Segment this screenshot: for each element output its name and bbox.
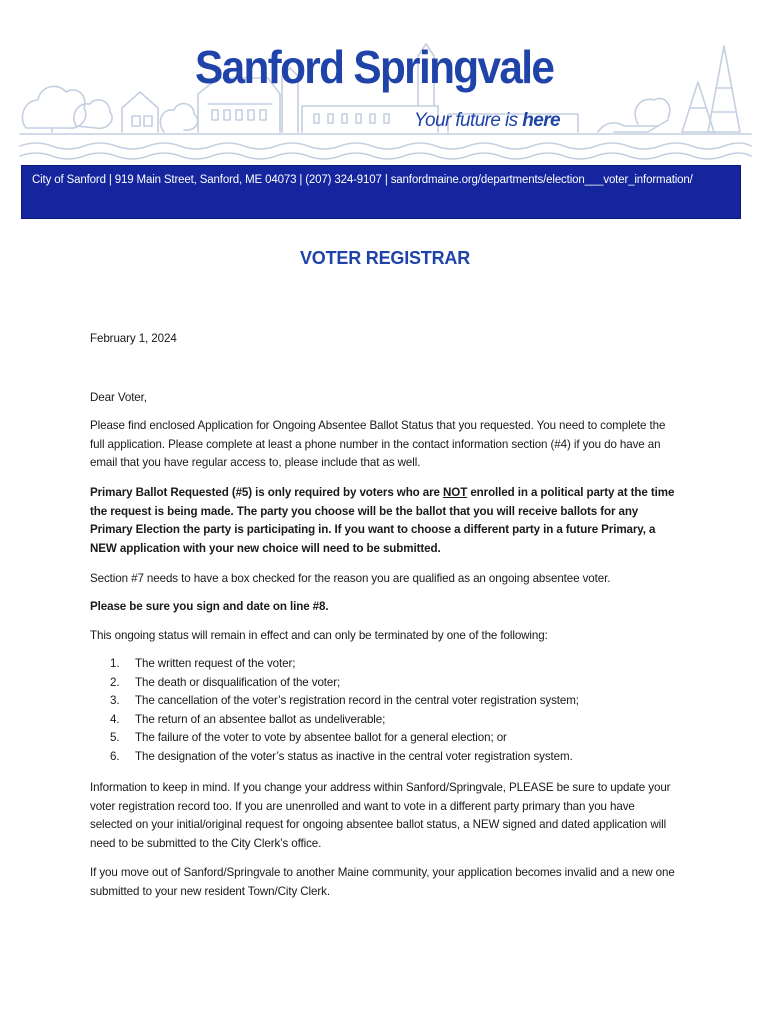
document-title: VOTER REGISTRAR (299, 248, 470, 268)
termination-list (110, 655, 680, 766)
paragraph-application-instructions (90, 417, 680, 473)
tagline-emphasis: here (522, 110, 560, 131)
list-item (110, 729, 680, 748)
letterhead (0, 0, 770, 165)
list-item-number: 2. (110, 675, 120, 689)
list-item (110, 748, 680, 767)
paragraph-7-text: If you move out of Sanford/Springvale to another Maine community, your application becomes invalid and a new one submitted to your new resident Town/City Clerk. (90, 866, 675, 898)
paragraph-3-text: Section #7 needs to have a box checked for the reason you are qualified as an ongoing absentee voter. (90, 572, 611, 585)
paragraph-2-text (90, 484, 680, 558)
list-item-number: 4. (110, 712, 120, 726)
paragraph-5-text: This ongoing status will remain in effect and can only be terminated by one of the following: (90, 629, 548, 642)
list-item (110, 655, 680, 674)
list-item (110, 692, 680, 711)
paragraph-2-part2: enrolled in a political party at the time the request is being made. The party you choose will be the ballot that you will receive ballots for any Primary Election the party is participating in. If you want to choose a different party in a future Primary, a NEW application with your new choice will need to be submitted. (90, 486, 675, 555)
list-item-number: 1. (110, 657, 120, 670)
paragraph-2-part1: Primary Ballot Requested (#5) is only required by voters who are (90, 486, 444, 499)
greeting: Dear Voter, (90, 391, 147, 404)
tagline (414, 110, 560, 132)
contact-banner (21, 165, 741, 219)
list-item (110, 711, 680, 730)
list-item-number: 5. (110, 731, 120, 744)
paragraph-primary-ballot (90, 484, 680, 558)
paragraph-1-text: Please find enclosed Application for Ongoing Absentee Ballot Status that you requested. You need to complete the full application. Please complete at least a phone number in the contact information section (#4) if you do have an email that you have regular access to, please include that as well. (90, 419, 666, 469)
list-item-text: The failure of the voter to vote by absentee ballot for a general election; or (135, 731, 507, 744)
list-item-text: The cancellation of the voter’s registration record in the central voter registration system; (135, 694, 579, 707)
list-item-text: The designation of the voter’s status as inactive in the central voter registration system. (135, 749, 573, 763)
contact-line: City of Sanford | 919 Main Street, Sanford, ME 04073 | (207) 324-9107 | sanfordmaine.org/departments/election___voter_information/ (32, 174, 693, 186)
paragraph-termination-intro (90, 627, 680, 646)
list-item-text: The written request of the voter; (135, 657, 296, 670)
list-item-text: The death or disqualification of the voter; (135, 675, 341, 689)
paragraph-sign-date (90, 598, 680, 617)
letter-date: February 1, 2024 (90, 332, 177, 345)
paragraph-6-text: Information to keep in mind. If you change your address within Sanford/Springvale, PLEASE be sure to update your voter registration record too. If you are unenrolled and want to vote in a different party primary than you have selected on your initial/original request for ongoing absentee ballot status, a NEW signed and dated application will need to be submitted to the City Clerk’s office. (90, 781, 671, 850)
paragraph-4-text: Please be sure you sign and date on line #8. (90, 600, 329, 613)
list-item-text: The return of an absentee ballot as undeliverable; (135, 712, 386, 726)
paragraph-moving (90, 864, 680, 901)
paragraph-section-7 (90, 570, 680, 589)
list-item-number: 6. (110, 749, 120, 763)
tagline-prefix: Your future is (414, 110, 523, 131)
list-item (110, 674, 680, 693)
paragraph-information (90, 779, 680, 853)
paragraph-2-underlined: NOT (443, 486, 468, 499)
list-item-number: 3. (110, 694, 120, 707)
brand-name: Sanford Springvale (195, 41, 554, 93)
